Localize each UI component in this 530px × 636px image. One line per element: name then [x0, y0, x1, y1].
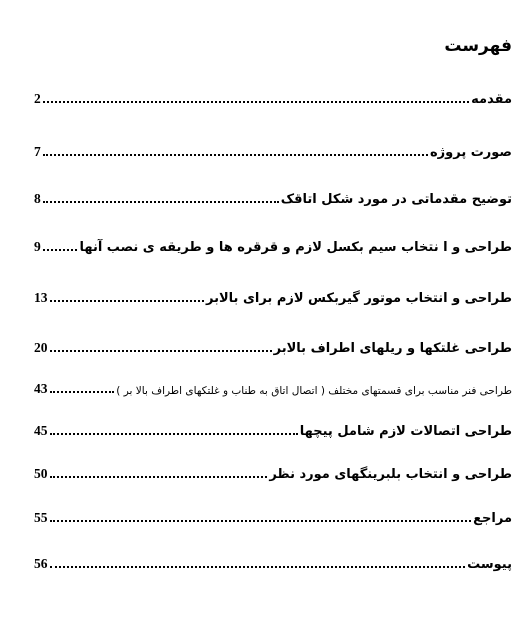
toc-leader-dots — [50, 391, 115, 393]
toc-entry[interactable] — [34, 466, 512, 482]
toc-page-number: 13 — [34, 290, 48, 305]
toc-entry[interactable] — [34, 191, 512, 207]
toc-entry-label: مقدمه — [471, 92, 512, 107]
toc-page-number: 43 — [34, 381, 48, 396]
toc-leader-dots — [50, 433, 298, 435]
toc-entry[interactable] — [34, 290, 512, 306]
toc-leader-dots — [43, 101, 469, 103]
toc-page-number: 8 — [34, 191, 41, 206]
toc-page-number: 2 — [34, 91, 41, 106]
toc-entry-label: توضیح مقدماتی در مورد شکل اتاقک — [280, 192, 512, 207]
toc-page-number: 45 — [34, 423, 48, 438]
toc-page-number: 7 — [34, 144, 41, 159]
toc-entry-label: مراجع — [473, 511, 512, 526]
toc-leader-dots — [50, 300, 205, 302]
toc-entry-label: صورت پروژه — [430, 145, 512, 160]
toc-page-number: 50 — [34, 466, 48, 481]
toc-page-number: 20 — [34, 340, 48, 355]
toc-entry-label: پیوست — [467, 557, 512, 572]
toc-page-number: 9 — [34, 239, 41, 254]
toc-page-number: 56 — [34, 556, 48, 571]
toc-entry[interactable] — [34, 144, 512, 160]
toc-entry[interactable] — [34, 91, 512, 107]
toc-entry[interactable] — [34, 340, 512, 356]
toc-entry[interactable] — [34, 239, 512, 255]
toc-entry[interactable] — [34, 556, 512, 572]
toc-leader-dots — [50, 520, 472, 522]
toc-entry-label: طراحی و ا نتخاب سیم بکسل لازم و قرقره ها و طریقه ی نصب آنها — [79, 240, 512, 255]
toc-leader-dots — [50, 476, 268, 478]
toc-title: فهرست — [444, 36, 512, 56]
toc-leader-dots — [50, 350, 272, 352]
toc-leader-dots — [50, 566, 466, 568]
toc-entry[interactable] — [34, 381, 512, 397]
toc-leader-dots — [43, 154, 428, 156]
toc-leader-dots — [43, 249, 78, 251]
toc-page-number: 55 — [34, 510, 48, 525]
toc-entry-label: طراحی و انتخاب موتور گیربکس لازم برای بالابر — [206, 291, 512, 306]
toc-entry-label: طراحی غلتکها و ریلهای اطراف بالابر — [273, 341, 512, 356]
toc-entry-label: طراحی اتصالات لازم شامل پیچها — [299, 424, 512, 439]
toc-entry[interactable] — [34, 510, 512, 526]
toc-entry-label: طراحی و انتخاب بلبرینگهای مورد نظر — [269, 467, 512, 482]
toc-entry[interactable] — [34, 423, 512, 439]
toc-entry-label: طراحی فنر مناسب برای قسمتهای مختلف ( اتصال اتاق به طناب و غلتکهای اطراف بالا بر ) — [116, 385, 512, 397]
toc-leader-dots — [43, 201, 279, 203]
